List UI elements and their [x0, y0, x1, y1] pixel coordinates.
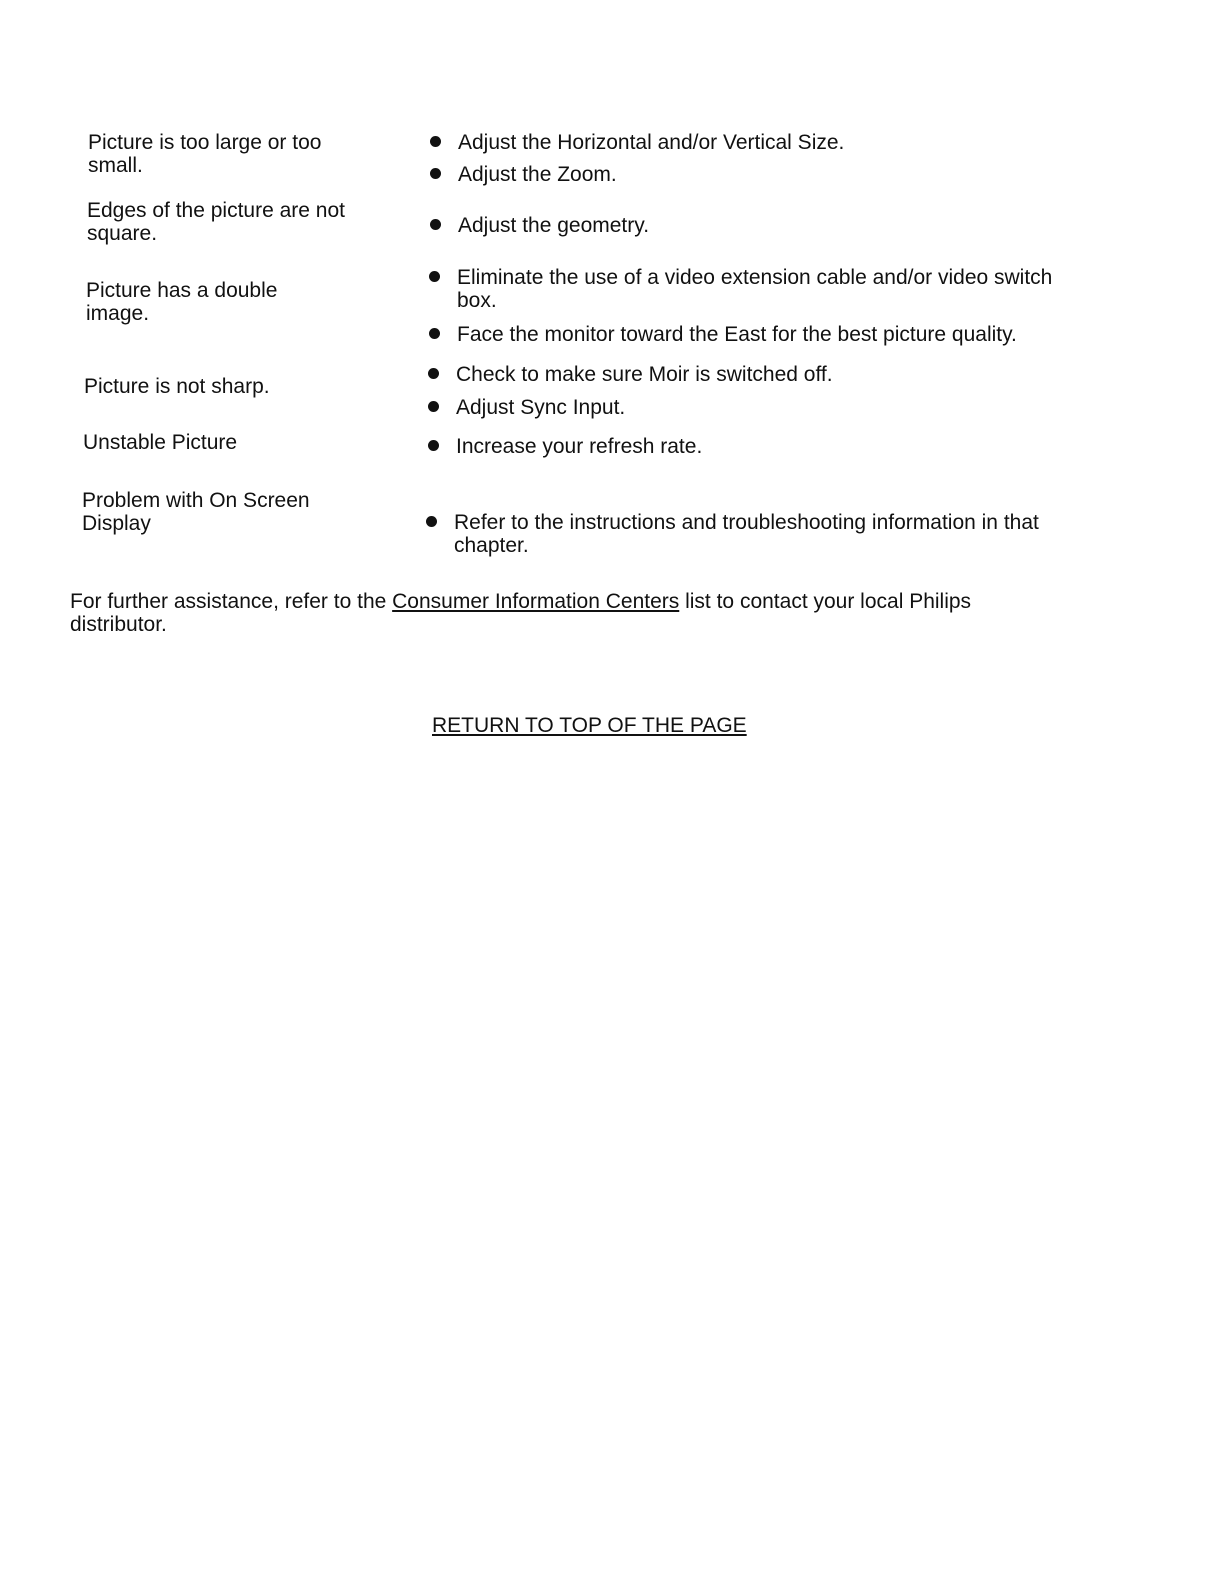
solution-item	[429, 323, 1079, 346]
problem-text: Edges of the picture are not square.	[87, 199, 345, 245]
solution-text: Adjust the Horizontal and/or Vertical Size.	[458, 131, 845, 154]
problem-text: Unstable Picture	[83, 431, 238, 454]
solution-text: Adjust the geometry.	[458, 214, 650, 237]
solution-text: Check to make sure Moir is switched off.	[456, 363, 833, 386]
solution-item	[430, 214, 1080, 237]
bullet-icon	[428, 401, 439, 412]
solution-text: Adjust the Zoom.	[458, 163, 617, 186]
further-assistance-paragraph	[70, 590, 1050, 636]
bullet-icon	[430, 219, 441, 230]
solution-item	[430, 131, 1080, 154]
solution-text: Adjust Sync Input.	[456, 396, 626, 419]
solution-item	[428, 363, 1078, 386]
further-prefix: For further assistance, refer to the	[70, 590, 393, 613]
consumer-information-centers-link[interactable]: Consumer Information Centers	[392, 590, 680, 613]
solution-text: Refer to the instructions and troubleshooting information in that chapter.	[454, 511, 1039, 557]
return-to-top-link[interactable]: RETURN TO TOP OF THE PAGE	[432, 714, 747, 737]
bullet-icon	[426, 516, 437, 527]
solution-item	[430, 163, 1080, 186]
solution-text: Increase your refresh rate.	[456, 435, 703, 458]
return-to-top-container	[432, 714, 747, 737]
solution-text: Face the monitor toward the East for the best picture quality.	[457, 323, 1017, 346]
bullet-icon	[428, 440, 439, 451]
solution-text: Eliminate the use of a video extension cable and/or video switch box.	[457, 266, 1053, 312]
bullet-icon	[429, 328, 440, 339]
solution-item	[428, 396, 1078, 419]
problem-text: Problem with On Screen Display	[82, 489, 310, 535]
problem-text: Picture has a double image.	[86, 279, 278, 325]
bullet-icon	[428, 368, 439, 379]
bullet-icon	[430, 168, 441, 179]
problem-text: Picture is too large or too small.	[88, 131, 322, 177]
problem-text: Picture is not sharp.	[84, 375, 270, 398]
solution-item	[426, 511, 1076, 557]
solution-item	[428, 435, 1078, 458]
bullet-icon	[430, 136, 441, 147]
solution-item	[429, 266, 1079, 312]
bullet-icon	[429, 271, 440, 282]
further-suffix: list to contact your local Philips distributor.	[70, 590, 972, 636]
